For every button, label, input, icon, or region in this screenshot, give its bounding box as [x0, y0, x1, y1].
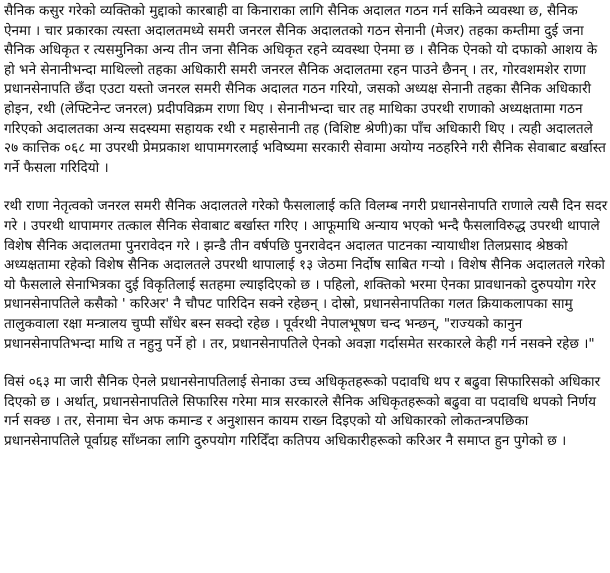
- paragraph-1: सैनिक कसुर गरेको व्यक्तिको मुद्दाको कारबाही वा किनाराका लागि सैनिक अदालत गठन गर्न सकिने व्यवस्था छ, सैनिक ऐनमा । चार प्रकारका त्यस्ता अदालतमध्ये समरी जनरल सैनिक अदालतको गठन सेनानी (मेजर) तहका कम्तीमा दुई जना सैनिक अधिकृत र त्यसमुनिका अन्य तीन जना सैनिक अधिकृत रहने व्यवस्था ऐनमा छ । सैनिक ऐनको यो दफाको आशय के हो भने सेनानीभन्दा माथिल्लो तहका अधिकारी समरी जनरल सैनिक अदालतमा रहन पाउने छैनन् । तर, गोरवशमशेर राणा प्रधानसेनापति छँदा एउटा यस्तो जनरल समरी सैनिक अदालत गठन गरियो, जसको अध्यक्ष सेनानी तहका सैनिक अधिकारी होइन, रथी (लेफ्टिनेन्ट जनरल) प्रदीपविक्रम राणा थिए । सेनानीभन्दा चार तह माथिका उपरथी राणाको अध्यक्षतामा गठन गरिएको अदालतका अन्य सदस्यमा सहायक रथी र महासेनानी तह (विशिष्ट श्रेणी)का पाँच अधिकारी थिए । त्यही अदालतले २७ कात्तिक ०६८ मा उपरथी प्रेमप्रकाश थापामगरलाई भविष्यमा सरकारी सेवामा अयोग्य नठहरिने गरी सैनिक सेवाबाट बर्खास्त गर्ने फैसला गरिदियो ।: [4, 3, 606, 176]
- paragraph-2: रथी राणा नेतृत्वको जनरल समरी सैनिक अदालतले गरेको फैसलालाई कति विलम्ब नगरी प्रधानसेनापति राणाले त्यसै दिन सदर गरे । उपरथी थापामगर तत्काल सैनिक सेवाबाट बर्खास्त गरिए । आफूमाथि अन्याय भएको भन्दै फैसलाविरुद्ध उपरथी थापाले विशेष सैनिक अदालतमा पुनरावेदन गरे । झन्डै तीन वर्षपछि पुनरावेदन अदालत पाटनका न्यायाधीश तिलप्रसाद श्रेष्ठको अध्यक्षतामा रहेको विशेष सैनिक अदालतले उपरथी थापालाई १३ जेठमा निर्दोष साबित गऱ्यो । विशेष सैनिक अदालतले गरेको यो फैसलाले सेनाभित्रका दुई विकृतिलाई सतहमा ल्याइदिएको छ । पहिलो, शक्तिको भरमा ऐनका प्रावधानको दुरुपयोग गरेर प्रधानसेनापतिले कसैको ' करिअर' नै चौपट पारिदिन सक्ने रहेछन् । दोस्रो, प्रधानसेनापतिका गलत क्रियाकलापका सामु तालुकवाला रक्षा मन्त्रालय चुप्पी साँधेर बस्न सक्दो रहेछ । पूर्वरथी नेपालभूषण चन्द भन्छन्, "राज्यको कानुन प्रधानसेनापतिभन्दा माथि त नहुनु पर्ने हो । तर, प्रधानसेनापतिले ऐनको अवज्ञा गर्दासमेत सरकारले केही गर्न नसक्ने रहेछ ।": [4, 198, 608, 352]
- article-body: [4, 2, 608, 451]
- paragraph-3: विसं ०६३ मा जारी सैनिक ऐनले प्रधानसेनापतिलाई सेनाका उच्च अधिकृतहरूको पदावधि थप र बढुवा सिफारिसको अधिकार दिएको छ । अर्थात्, प्रधानसेनापतिले सिफारिस गरेमा मात्र सरकारले सैनिक अधिकृतहरूको बढुवा वा पदावधि थपको निर्णय गर्न सक्छ । तर, सेनामा चेन अफ कमान्ड र अनुशासन कायम राख्न दिइएको यो अधिकारको लोकतन्त्रपछिका प्रधानसेनापतिले पूर्वाग्रह साँध्नका लागि दुरुपयोग गरिदिँदा कतिपय अधिकारीहरूको करिअर नै समाप्त हुन पुगेको छ ।: [4, 374, 601, 449]
